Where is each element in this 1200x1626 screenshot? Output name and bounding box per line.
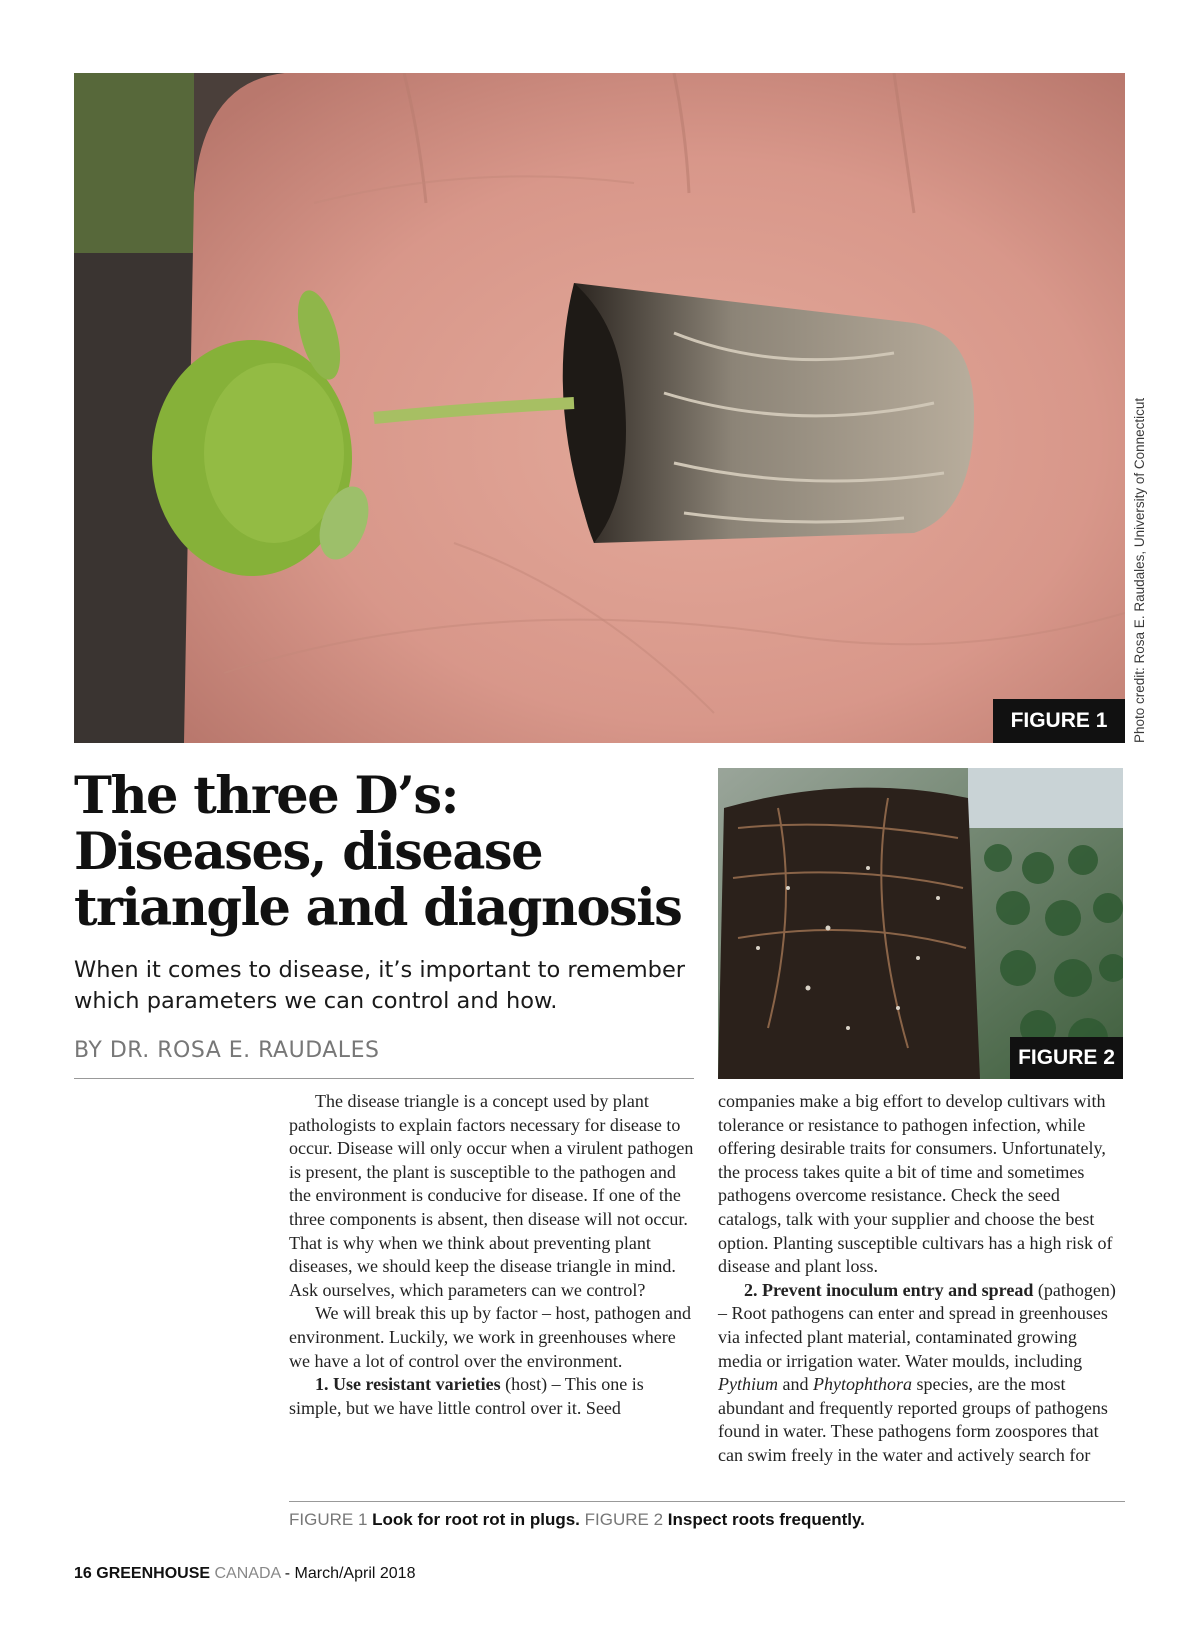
caption-divider bbox=[289, 1501, 1125, 1502]
caption-text-2: Inspect roots frequently. bbox=[667, 1510, 865, 1529]
page-number: 16 bbox=[74, 1565, 92, 1582]
body-text: species, are the most abundant and frequently reported groups of pathogens found in water. These pathogens form zoospores that can swim freely in the water and actively search for bbox=[718, 1374, 1108, 1465]
deck: When it comes to disease, it’s important to remember which parameters we can control and how. bbox=[74, 957, 686, 1014]
photo-credit: Photo credit: Rosa E. Raudales, University of Connecticut bbox=[1132, 397, 1147, 743]
headline: The three D’s: Diseases, disease triangle and diagnosis bbox=[74, 766, 682, 938]
caption-label-1: FIGURE 1 bbox=[289, 1510, 368, 1529]
body-paragraph: We will break this up by factor – host, pathogen and environment. Luckily, we work in greenhouses where we have a lot of control over the environment. bbox=[289, 1303, 691, 1371]
body-paragraph: The disease triangle is a concept used by plant pathologists to explain factors necessary for disease to occur. Disease will only occur when a virulent pathogen is present, the plant is susceptible to the pathogen and the environment is conducive for disease. If one of the three components is absent, then disease will not occur. That is why when we think about preventing plant diseases, we should keep the disease triangle in mind. Ask ourselves, which parameters can we control? bbox=[289, 1091, 694, 1300]
species-name: Phytophthora bbox=[813, 1374, 912, 1395]
subhead-prevent-inoculum: 2. Prevent inoculum entry and spread bbox=[744, 1279, 1034, 1300]
page-footer bbox=[74, 1565, 415, 1583]
issue-date: - March/April 2018 bbox=[284, 1565, 416, 1582]
seedling-plug-on-palm-image bbox=[74, 73, 1125, 743]
body-paragraph bbox=[718, 1279, 1125, 1468]
species-name: Pythium bbox=[718, 1374, 778, 1395]
caption-text-1: Look for root rot in plugs. bbox=[372, 1510, 580, 1529]
figure-1-photo bbox=[74, 73, 1125, 743]
body-text: (pathogen) – Root pathogens can enter and spread in greenhouses via infected plant material, contaminated growing media or irrigation water. Water moulds, including bbox=[718, 1279, 1116, 1371]
figure-1-tag: FIGURE 1 bbox=[993, 699, 1125, 743]
caption-label-2: FIGURE 2 bbox=[584, 1510, 664, 1529]
body-column-1 bbox=[289, 1090, 694, 1420]
magazine-name-suffix: CANADA bbox=[214, 1565, 281, 1582]
figure-caption bbox=[289, 1510, 865, 1530]
subhead-resistant-varieties: 1. Use resistant varieties bbox=[315, 1374, 501, 1395]
byline-divider bbox=[74, 1078, 694, 1079]
body-text: (host) – This one is simple, but we have little control over it. Seed bbox=[289, 1374, 644, 1418]
byline: BY DR. ROSA E. RAUDALES bbox=[74, 1038, 380, 1063]
body-column-2 bbox=[718, 1090, 1125, 1468]
body-paragraph: companies make a big effort to develop cultivars with tolerance or resistance to pathogen infection, while offering desirable traits for consumers. Unfortunately, the process takes quite a bit of time and sometimes pathogens overcome resistance. Check the seed catalogs, talk with your supplier and choose the best option. Planting susceptible cultivars has a high risk of disease and plant loss. bbox=[718, 1091, 1113, 1277]
body-paragraph bbox=[289, 1373, 694, 1420]
root-ball-image bbox=[718, 768, 1123, 1079]
body-text: and bbox=[778, 1374, 813, 1395]
figure-2-photo bbox=[718, 768, 1123, 1079]
figure-2-tag: FIGURE 2 bbox=[1010, 1037, 1123, 1079]
magazine-name: GREENHOUSE bbox=[96, 1565, 211, 1582]
